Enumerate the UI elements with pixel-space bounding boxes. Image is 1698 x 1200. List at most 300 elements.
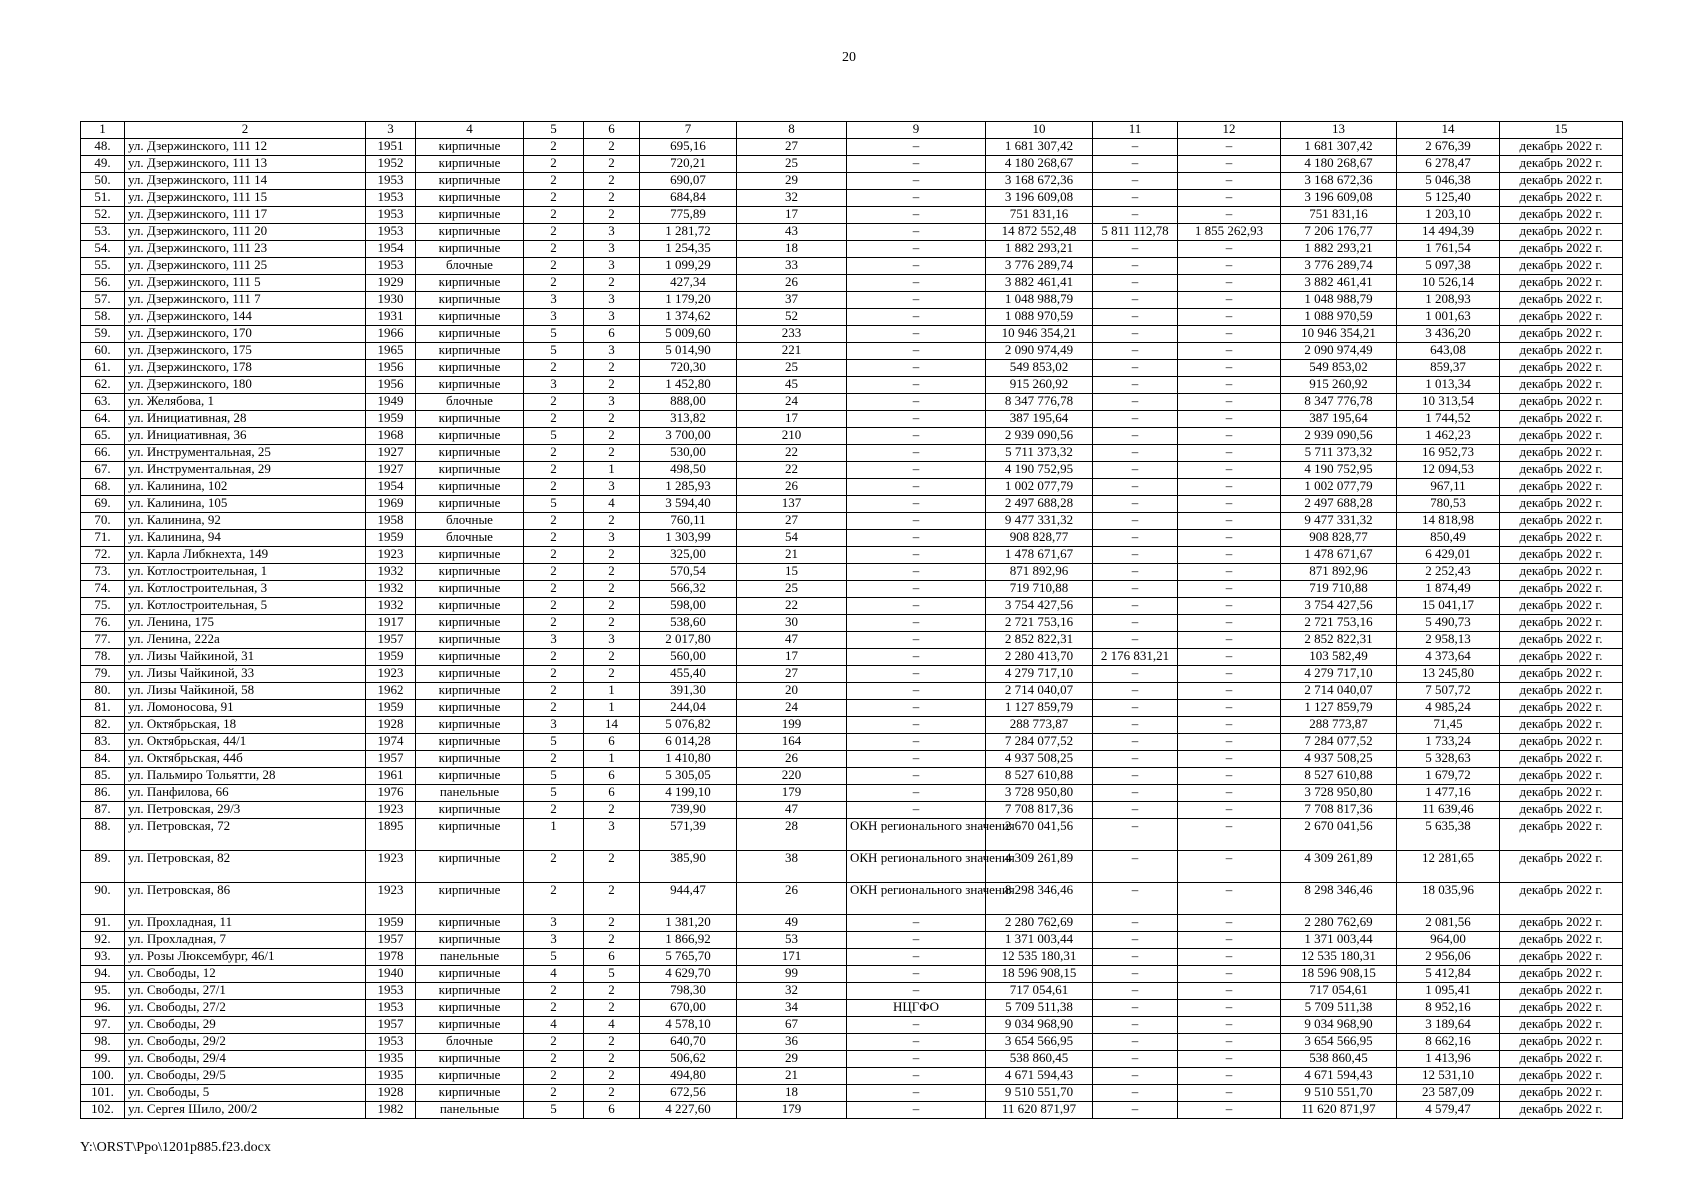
total-area-cell: 598,00 — [640, 598, 737, 615]
cost-source-12-cell: – — [1178, 156, 1281, 173]
wall-material-cell: кирпичные — [416, 700, 524, 717]
cost-per-sqm-cell: 5 046,38 — [1397, 173, 1500, 190]
cost-source-12-cell: – — [1178, 377, 1281, 394]
address-cell: ул. Дзержинского, 180 — [125, 377, 366, 394]
cost-source-12-cell: – — [1178, 326, 1281, 343]
total-area-cell: 1 285,93 — [640, 479, 737, 496]
year-built-cell: 1940 — [366, 966, 416, 983]
total-area-cell: 1 381,20 — [640, 915, 737, 932]
row-number-cell: 93. — [81, 949, 125, 966]
heritage-status-cell: – — [847, 802, 986, 819]
total-cost-cell: 3 168 672,36 — [986, 173, 1093, 190]
cost-per-sqm-cell: 1 462,23 — [1397, 428, 1500, 445]
table-row — [81, 1051, 1623, 1068]
address-cell: ул. Петровская, 82 — [125, 851, 366, 883]
cost-per-sqm-cell: 1 733,24 — [1397, 734, 1500, 751]
residents-cell: 17 — [737, 207, 847, 224]
cost-source-13-cell: 3 754 427,56 — [1281, 598, 1397, 615]
total-area-cell: 5 014,90 — [640, 343, 737, 360]
cost-source-13-cell: 871 892,96 — [1281, 564, 1397, 581]
cost-source-11-cell: – — [1093, 513, 1178, 530]
wall-material-cell: кирпичные — [416, 275, 524, 292]
table-row — [81, 966, 1623, 983]
wall-material-cell: кирпичные — [416, 139, 524, 156]
total-cost-cell: 2 670 041,56 — [986, 819, 1093, 851]
cost-source-12-cell: – — [1178, 700, 1281, 717]
total-area-cell: 3 700,00 — [640, 428, 737, 445]
cost-source-11-cell: 2 176 831,21 — [1093, 649, 1178, 666]
floors-cell: 2 — [524, 851, 584, 883]
table-row — [81, 156, 1623, 173]
total-area-cell: 313,82 — [640, 411, 737, 428]
wall-material-cell: кирпичные — [416, 768, 524, 785]
residents-cell: 45 — [737, 377, 847, 394]
entrances-cell: 2 — [584, 564, 640, 581]
address-cell: ул. Свободы, 5 — [125, 1085, 366, 1102]
heritage-status-cell: – — [847, 462, 986, 479]
address-cell: ул. Инструментальная, 29 — [125, 462, 366, 479]
floors-cell: 2 — [524, 1051, 584, 1068]
floors-cell: 3 — [524, 377, 584, 394]
wall-material-cell: кирпичные — [416, 445, 524, 462]
cost-source-12-cell: – — [1178, 802, 1281, 819]
floors-cell: 1 — [524, 819, 584, 851]
cost-source-11-cell: – — [1093, 751, 1178, 768]
floors-cell: 2 — [524, 360, 584, 377]
cost-source-11-cell: – — [1093, 581, 1178, 598]
table-row — [81, 1085, 1623, 1102]
year-built-cell: 1959 — [366, 530, 416, 547]
deadline-cell: декабрь 2022 г. — [1500, 581, 1623, 598]
cost-source-11-cell: – — [1093, 428, 1178, 445]
entrances-cell: 3 — [584, 394, 640, 411]
cost-per-sqm-cell: 1 013,34 — [1397, 377, 1500, 394]
year-built-cell: 1954 — [366, 241, 416, 258]
total-area-cell: 690,07 — [640, 173, 737, 190]
total-area-cell: 244,04 — [640, 700, 737, 717]
total-cost-cell: 3 728 950,80 — [986, 785, 1093, 802]
floors-cell: 2 — [524, 751, 584, 768]
cost-source-13-cell: 915 260,92 — [1281, 377, 1397, 394]
address-cell: ул. Ленина, 222а — [125, 632, 366, 649]
residents-cell: 179 — [737, 1102, 847, 1119]
wall-material-cell: кирпичные — [416, 1000, 524, 1017]
deadline-cell: декабрь 2022 г. — [1500, 462, 1623, 479]
entrances-cell: 2 — [584, 1034, 640, 1051]
address-cell: ул. Дзержинского, 175 — [125, 343, 366, 360]
cost-source-11-cell: – — [1093, 394, 1178, 411]
row-number-cell: 94. — [81, 966, 125, 983]
address-cell: ул. Панфилова, 66 — [125, 785, 366, 802]
row-number-cell: 67. — [81, 462, 125, 479]
cost-source-12-cell: – — [1178, 768, 1281, 785]
residents-cell: 18 — [737, 241, 847, 258]
cost-source-12-cell: – — [1178, 411, 1281, 428]
column-number: 11 — [1093, 122, 1178, 139]
deadline-cell: декабрь 2022 г. — [1500, 1000, 1623, 1017]
table-row — [81, 530, 1623, 547]
total-area-cell: 494,80 — [640, 1068, 737, 1085]
year-built-cell: 1928 — [366, 1085, 416, 1102]
address-cell: ул. Петровская, 72 — [125, 819, 366, 851]
total-cost-cell: 908 828,77 — [986, 530, 1093, 547]
cost-per-sqm-cell: 12 281,65 — [1397, 851, 1500, 883]
residents-cell: 15 — [737, 564, 847, 581]
deadline-cell: декабрь 2022 г. — [1500, 683, 1623, 700]
total-cost-cell: 2 280 762,69 — [986, 915, 1093, 932]
cost-source-12-cell: – — [1178, 966, 1281, 983]
row-number-cell: 77. — [81, 632, 125, 649]
cost-source-13-cell: 1 088 970,59 — [1281, 309, 1397, 326]
residents-cell: 233 — [737, 326, 847, 343]
wall-material-cell: блочные — [416, 513, 524, 530]
residents-cell: 32 — [737, 983, 847, 1000]
address-cell: ул. Желябова, 1 — [125, 394, 366, 411]
address-cell: ул. Свободы, 29/4 — [125, 1051, 366, 1068]
column-number: 4 — [416, 122, 524, 139]
table-row — [81, 1068, 1623, 1085]
deadline-cell: декабрь 2022 г. — [1500, 1102, 1623, 1119]
floors-cell: 2 — [524, 598, 584, 615]
table-row — [81, 1034, 1623, 1051]
deadline-cell: декабрь 2022 г. — [1500, 949, 1623, 966]
year-built-cell: 1935 — [366, 1068, 416, 1085]
table-row — [81, 949, 1623, 966]
cost-source-11-cell: – — [1093, 139, 1178, 156]
heritage-status-cell: – — [847, 785, 986, 802]
total-cost-cell: 915 260,92 — [986, 377, 1093, 394]
cost-source-13-cell: 1 681 307,42 — [1281, 139, 1397, 156]
cost-per-sqm-cell: 1 208,93 — [1397, 292, 1500, 309]
heritage-status-cell: ОКН регионального значения — [847, 883, 986, 915]
year-built-cell: 1927 — [366, 462, 416, 479]
table-row — [81, 377, 1623, 394]
address-cell: ул. Лизы Чайкиной, 58 — [125, 683, 366, 700]
residents-cell: 54 — [737, 530, 847, 547]
row-number-cell: 71. — [81, 530, 125, 547]
cost-per-sqm-cell: 14 818,98 — [1397, 513, 1500, 530]
table-row — [81, 207, 1623, 224]
heritage-status-cell: – — [847, 1102, 986, 1119]
total-cost-cell: 5 711 373,32 — [986, 445, 1093, 462]
residents-cell: 67 — [737, 1017, 847, 1034]
heritage-status-cell: – — [847, 564, 986, 581]
address-cell: ул. Дзержинского, 170 — [125, 326, 366, 343]
address-cell: ул. Сергея Шило, 200/2 — [125, 1102, 366, 1119]
floors-cell: 2 — [524, 1000, 584, 1017]
floors-cell: 2 — [524, 983, 584, 1000]
cost-per-sqm-cell: 1 874,49 — [1397, 581, 1500, 598]
wall-material-cell: кирпичные — [416, 615, 524, 632]
cost-source-11-cell: – — [1093, 1068, 1178, 1085]
address-cell: ул. Инициативная, 36 — [125, 428, 366, 445]
floors-cell: 2 — [524, 462, 584, 479]
wall-material-cell: кирпичные — [416, 462, 524, 479]
address-cell: ул. Ленина, 175 — [125, 615, 366, 632]
cost-source-12-cell: – — [1178, 207, 1281, 224]
cost-source-12-cell: – — [1178, 683, 1281, 700]
floors-cell: 2 — [524, 883, 584, 915]
heritage-status-cell: – — [847, 428, 986, 445]
row-number-cell: 64. — [81, 411, 125, 428]
floors-cell: 3 — [524, 915, 584, 932]
heritage-status-cell: – — [847, 258, 986, 275]
entrances-cell: 2 — [584, 411, 640, 428]
wall-material-cell: кирпичные — [416, 883, 524, 915]
residents-cell: 171 — [737, 949, 847, 966]
cost-source-11-cell: – — [1093, 734, 1178, 751]
wall-material-cell: кирпичные — [416, 360, 524, 377]
heritage-status-cell: – — [847, 615, 986, 632]
row-number-cell: 87. — [81, 802, 125, 819]
residents-cell: 27 — [737, 513, 847, 530]
cost-source-11-cell: – — [1093, 983, 1178, 1000]
cost-source-13-cell: 1 127 859,79 — [1281, 700, 1397, 717]
cost-per-sqm-cell: 12 531,10 — [1397, 1068, 1500, 1085]
address-cell: ул. Инициативная, 28 — [125, 411, 366, 428]
cost-source-11-cell: – — [1093, 173, 1178, 190]
table-row — [81, 479, 1623, 496]
deadline-cell: декабрь 2022 г. — [1500, 190, 1623, 207]
floors-cell: 2 — [524, 1034, 584, 1051]
address-cell: ул. Дзержинского, 111 25 — [125, 258, 366, 275]
row-number-cell: 49. — [81, 156, 125, 173]
table-row — [81, 462, 1623, 479]
cost-per-sqm-cell: 2 676,39 — [1397, 139, 1500, 156]
total-cost-cell: 4 309 261,89 — [986, 851, 1093, 883]
cost-source-11-cell: 5 811 112,78 — [1093, 224, 1178, 241]
heritage-status-cell: – — [847, 1051, 986, 1068]
wall-material-cell: кирпичные — [416, 632, 524, 649]
table-row — [81, 700, 1623, 717]
deadline-cell: декабрь 2022 г. — [1500, 1051, 1623, 1068]
row-number-cell: 73. — [81, 564, 125, 581]
entrances-cell: 2 — [584, 190, 640, 207]
cost-source-13-cell: 9 477 331,32 — [1281, 513, 1397, 530]
residents-cell: 27 — [737, 139, 847, 156]
residents-cell: 17 — [737, 649, 847, 666]
wall-material-cell: кирпичные — [416, 547, 524, 564]
address-cell: ул. Калинина, 92 — [125, 513, 366, 530]
deadline-cell: декабрь 2022 г. — [1500, 139, 1623, 156]
cost-per-sqm-cell: 6 429,01 — [1397, 547, 1500, 564]
total-cost-cell: 14 872 552,48 — [986, 224, 1093, 241]
deadline-cell: декабрь 2022 г. — [1500, 496, 1623, 513]
table-row — [81, 564, 1623, 581]
total-area-cell: 684,84 — [640, 190, 737, 207]
entrances-cell: 14 — [584, 717, 640, 734]
row-number-cell: 59. — [81, 326, 125, 343]
entrances-cell: 2 — [584, 649, 640, 666]
total-area-cell: 5 305,05 — [640, 768, 737, 785]
year-built-cell: 1923 — [366, 883, 416, 915]
cost-source-13-cell: 4 180 268,67 — [1281, 156, 1397, 173]
wall-material-cell: кирпичные — [416, 717, 524, 734]
cost-source-11-cell: – — [1093, 309, 1178, 326]
table-row — [81, 309, 1623, 326]
table-row — [81, 190, 1623, 207]
year-built-cell: 1931 — [366, 309, 416, 326]
residents-cell: 22 — [737, 598, 847, 615]
entrances-cell: 4 — [584, 1017, 640, 1034]
wall-material-cell: кирпичные — [416, 343, 524, 360]
column-number-row — [81, 122, 1623, 139]
cost-source-12-cell: – — [1178, 258, 1281, 275]
floors-cell: 2 — [524, 666, 584, 683]
year-built-cell: 1923 — [366, 802, 416, 819]
cost-source-11-cell: – — [1093, 258, 1178, 275]
residents-cell: 220 — [737, 768, 847, 785]
residents-cell: 43 — [737, 224, 847, 241]
floors-cell: 5 — [524, 785, 584, 802]
total-cost-cell: 8 347 776,78 — [986, 394, 1093, 411]
entrances-cell: 2 — [584, 428, 640, 445]
deadline-cell: декабрь 2022 г. — [1500, 377, 1623, 394]
wall-material-cell: кирпичные — [416, 1068, 524, 1085]
year-built-cell: 1969 — [366, 496, 416, 513]
cost-per-sqm-cell: 6 278,47 — [1397, 156, 1500, 173]
total-area-cell: 720,30 — [640, 360, 737, 377]
entrances-cell: 2 — [584, 1068, 640, 1085]
wall-material-cell: панельные — [416, 949, 524, 966]
table-row — [81, 581, 1623, 598]
total-cost-cell: 4 180 268,67 — [986, 156, 1093, 173]
wall-material-cell: кирпичные — [416, 649, 524, 666]
cost-source-11-cell: – — [1093, 1000, 1178, 1017]
cost-source-12-cell: – — [1178, 173, 1281, 190]
cost-source-12-cell: – — [1178, 734, 1281, 751]
deadline-cell: декабрь 2022 г. — [1500, 343, 1623, 360]
year-built-cell: 1952 — [366, 156, 416, 173]
table-row — [81, 734, 1623, 751]
address-cell: ул. Петровская, 86 — [125, 883, 366, 915]
wall-material-cell: кирпичные — [416, 802, 524, 819]
heritage-status-cell: – — [847, 768, 986, 785]
residents-cell: 25 — [737, 156, 847, 173]
total-cost-cell: 12 535 180,31 — [986, 949, 1093, 966]
deadline-cell: декабрь 2022 г. — [1500, 479, 1623, 496]
floors-cell: 2 — [524, 802, 584, 819]
total-area-cell: 1 410,80 — [640, 751, 737, 768]
deadline-cell: декабрь 2022 г. — [1500, 258, 1623, 275]
total-area-cell: 798,30 — [640, 983, 737, 1000]
wall-material-cell: блочные — [416, 1034, 524, 1051]
total-cost-cell: 3 754 427,56 — [986, 598, 1093, 615]
deadline-cell: декабрь 2022 г. — [1500, 326, 1623, 343]
year-built-cell: 1932 — [366, 564, 416, 581]
floors-cell: 2 — [524, 394, 584, 411]
cost-per-sqm-cell: 1 203,10 — [1397, 207, 1500, 224]
heritage-status-cell: – — [847, 915, 986, 932]
year-built-cell: 1953 — [366, 1034, 416, 1051]
total-area-cell: 498,50 — [640, 462, 737, 479]
row-number-cell: 63. — [81, 394, 125, 411]
residents-cell: 221 — [737, 343, 847, 360]
floors-cell: 3 — [524, 932, 584, 949]
heritage-status-cell: – — [847, 1085, 986, 1102]
floors-cell: 2 — [524, 513, 584, 530]
total-area-cell: 560,00 — [640, 649, 737, 666]
heritage-status-cell: – — [847, 649, 986, 666]
wall-material-cell: кирпичные — [416, 173, 524, 190]
row-number-cell: 81. — [81, 700, 125, 717]
floors-cell: 5 — [524, 1102, 584, 1119]
address-cell: ул. Котлостроительная, 1 — [125, 564, 366, 581]
cost-source-13-cell: 8 347 776,78 — [1281, 394, 1397, 411]
total-cost-cell: 871 892,96 — [986, 564, 1093, 581]
cost-source-13-cell: 2 721 753,16 — [1281, 615, 1397, 632]
column-number: 2 — [125, 122, 366, 139]
deadline-cell: декабрь 2022 г. — [1500, 734, 1623, 751]
total-cost-cell: 5 709 511,38 — [986, 1000, 1093, 1017]
heritage-status-cell: – — [847, 207, 986, 224]
cost-source-11-cell: – — [1093, 632, 1178, 649]
heritage-status-cell: – — [847, 717, 986, 734]
cost-source-13-cell: 2 670 041,56 — [1281, 819, 1397, 851]
cost-source-11-cell: – — [1093, 883, 1178, 915]
floors-cell: 2 — [524, 700, 584, 717]
cost-source-11-cell: – — [1093, 156, 1178, 173]
heritage-status-cell: – — [847, 173, 986, 190]
entrances-cell: 2 — [584, 360, 640, 377]
total-cost-cell: 7 708 817,36 — [986, 802, 1093, 819]
address-cell: ул. Свободы, 27/1 — [125, 983, 366, 1000]
total-cost-cell: 538 860,45 — [986, 1051, 1093, 1068]
heritage-status-cell: – — [847, 932, 986, 949]
total-cost-cell: 8 298 346,46 — [986, 883, 1093, 915]
cost-per-sqm-cell: 859,37 — [1397, 360, 1500, 377]
table-row — [81, 275, 1623, 292]
total-area-cell: 1 303,99 — [640, 530, 737, 547]
cost-source-11-cell: – — [1093, 207, 1178, 224]
cost-per-sqm-cell: 10 526,14 — [1397, 275, 1500, 292]
cost-source-11-cell: – — [1093, 360, 1178, 377]
residents-cell: 26 — [737, 479, 847, 496]
cost-source-13-cell: 12 535 180,31 — [1281, 949, 1397, 966]
total-cost-cell: 2 090 974,49 — [986, 343, 1093, 360]
entrances-cell: 6 — [584, 785, 640, 802]
cost-source-12-cell: – — [1178, 360, 1281, 377]
heritage-status-cell: – — [847, 224, 986, 241]
entrances-cell: 3 — [584, 819, 640, 851]
year-built-cell: 1953 — [366, 983, 416, 1000]
cost-source-13-cell: 103 582,49 — [1281, 649, 1397, 666]
cost-source-11-cell: – — [1093, 966, 1178, 983]
year-built-cell: 1959 — [366, 700, 416, 717]
floors-cell: 2 — [524, 207, 584, 224]
address-cell: ул. Прохладная, 7 — [125, 932, 366, 949]
deadline-cell: декабрь 2022 г. — [1500, 428, 1623, 445]
cost-source-12-cell: – — [1178, 530, 1281, 547]
residents-cell: 164 — [737, 734, 847, 751]
address-cell: ул. Дзержинского, 111 5 — [125, 275, 366, 292]
heritage-status-cell: – — [847, 581, 986, 598]
row-number-cell: 89. — [81, 851, 125, 883]
entrances-cell: 6 — [584, 1102, 640, 1119]
table-row — [81, 851, 1623, 883]
cost-per-sqm-cell: 4 373,64 — [1397, 649, 1500, 666]
year-built-cell: 1961 — [366, 768, 416, 785]
address-cell: ул. Ломоносова, 91 — [125, 700, 366, 717]
address-cell: ул. Котлостроительная, 3 — [125, 581, 366, 598]
floors-cell: 2 — [524, 139, 584, 156]
cost-source-13-cell: 4 309 261,89 — [1281, 851, 1397, 883]
total-area-cell: 5 765,70 — [640, 949, 737, 966]
cost-source-12-cell: – — [1178, 462, 1281, 479]
total-area-cell: 4 199,10 — [640, 785, 737, 802]
deadline-cell: декабрь 2022 г. — [1500, 411, 1623, 428]
entrances-cell: 2 — [584, 1051, 640, 1068]
